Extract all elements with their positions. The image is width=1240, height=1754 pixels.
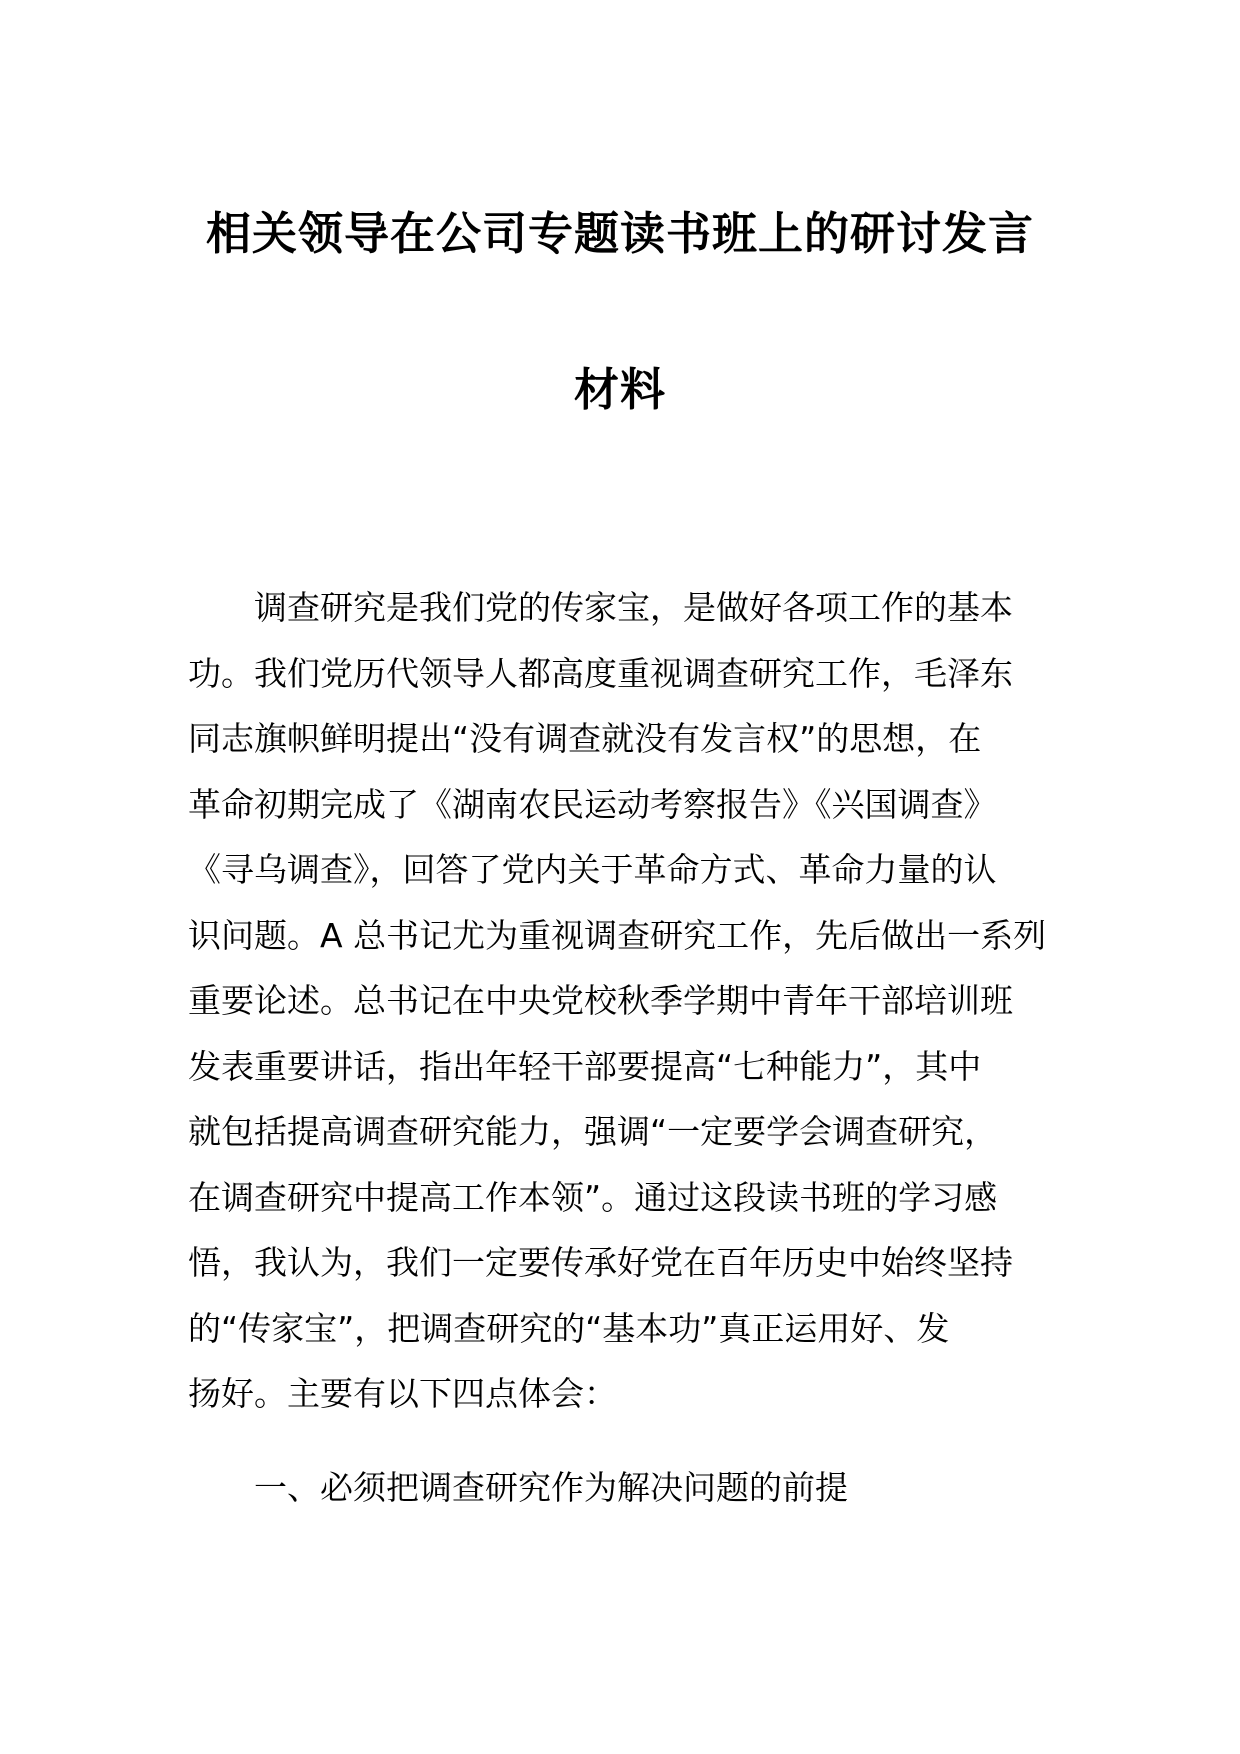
- paragraph-line: 发表重要讲话，指出年轻干部要提高“七种能力”，其中: [188, 1046, 982, 1086]
- paragraph-line: 功。我们党历代领导人都高度重视调查研究工作，毛泽东: [188, 653, 1013, 693]
- paragraph-line: 在调查研究中提高工作本领”。通过这段读书班的学习感: [188, 1177, 998, 1217]
- paragraph-line: 重要论述。总书记在中央党校秋季学期中青年干部培训班: [188, 981, 1013, 1020]
- paragraph-line: 的“传家宝”，把调查研究的“基本功”真正运用好、发: [188, 1308, 950, 1348]
- section-heading: 一、必须把调查研究作为解决问题的前提: [254, 1468, 848, 1507]
- paragraph-line: 识问题。A 总书记尤为重视调查研究工作，先后做出一系列: [188, 915, 1047, 955]
- document-title-line-2: 材料: [573, 363, 666, 416]
- paragraph-line: 《寻乌调查》，回答了党内关于革命方式、革命力量的认: [188, 850, 997, 889]
- document-title-line-1: 相关领导在公司专题读书班上的研讨发言: [205, 207, 1034, 260]
- paragraph-line: 悟，我认为，我们一定要传承好党在百年历史中始终坚持: [188, 1243, 1013, 1282]
- paragraph-line: 同志旗帜鲜明提出“没有调查就没有发言权”的思想，在: [188, 719, 982, 758]
- paragraph-line: 调查研究是我们党的传家宝，是做好各项工作的基本: [254, 588, 1013, 627]
- paragraph-line: 就包括提高调查研究能力，强调“一定要学会调查研究，: [188, 1112, 998, 1151]
- paragraph-line: 扬好。主要有以下四点体会：: [188, 1374, 617, 1413]
- paragraph-line: 革命初期完成了《湖南农民运动考察报告》《兴国调查》: [188, 784, 997, 824]
- intro-paragraph: [188, 575, 1058, 1427]
